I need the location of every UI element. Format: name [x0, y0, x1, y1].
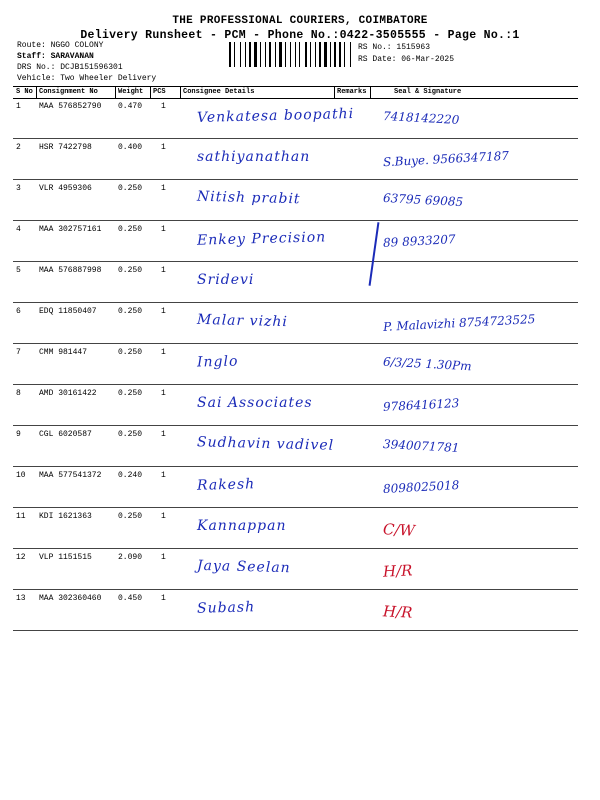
row-divider	[13, 425, 578, 426]
row-consignment-no: EDQ 11850407	[39, 307, 97, 316]
row-divider	[13, 179, 578, 180]
row-weight: 0.250	[118, 225, 143, 234]
row-pcs: 1	[161, 430, 166, 439]
row-sno: 3	[16, 184, 21, 193]
runsheet-subtitle: Delivery Runsheet - PCM - Phone No.:0422-3505555 - Page No.:1	[80, 29, 520, 42]
barcode-image	[229, 42, 352, 67]
row-sno: 11	[16, 512, 26, 521]
row-weight: 0.400	[118, 143, 143, 152]
row-consignee-handwritten: sathiyanathan	[197, 149, 311, 165]
row-divider	[13, 507, 578, 508]
row-weight: 0.250	[118, 307, 143, 316]
row-pcs: 1	[161, 471, 166, 480]
company-title: THE PROFESSIONAL COURIERS, COIMBATORE	[172, 15, 428, 27]
row-sno: 10	[16, 471, 26, 480]
col-header-pcs: PCS	[153, 88, 166, 96]
row-sno: 7	[16, 348, 21, 357]
row-seal-signature: S.Buye. 9566347187	[382, 148, 510, 170]
row-sno: 9	[16, 430, 21, 439]
row-consignee-handwritten: Jaya Seelan	[196, 557, 291, 577]
row-pcs: 1	[161, 512, 166, 521]
row-sno: 12	[16, 553, 26, 562]
row-consignment-no: CMM 981447	[39, 348, 88, 357]
row-seal-signature: 7418142220	[382, 109, 460, 127]
row-pcs: 1	[161, 553, 166, 562]
col-header-remarks: Remarks	[337, 88, 367, 96]
row-seal-signature: 9786416123	[382, 396, 460, 414]
row-consignment-no: HSR 7422798	[39, 143, 92, 152]
row-weight: 0.250	[118, 266, 143, 275]
row-consignment-no: KDI 1621363	[39, 512, 92, 521]
row-consignee-handwritten: Sai Associates	[197, 395, 313, 411]
row-divider	[13, 220, 578, 221]
row-seal-signature: 63795 69085	[382, 190, 464, 210]
row-weight: 0.250	[118, 430, 143, 439]
col-header-weight: Weight	[118, 88, 144, 96]
row-pcs: 1	[161, 389, 166, 398]
row-consignment-no: MAA 302360460	[39, 594, 102, 603]
row-pcs: 1	[161, 266, 166, 275]
row-sno: 1	[16, 102, 21, 111]
row-weight: 0.250	[118, 389, 143, 398]
row-consignment-no: MAA 302757161	[39, 225, 102, 234]
row-divider	[13, 343, 578, 344]
row-sno: 2	[16, 143, 21, 152]
row-pcs: 1	[161, 184, 166, 193]
row-consignee-handwritten: Enkey Precision	[196, 229, 327, 249]
pen-stroke	[369, 222, 380, 286]
row-consignee-handwritten: Nitish prabit	[196, 188, 301, 208]
row-weight: 2.090	[118, 553, 143, 562]
row-weight: 0.250	[118, 184, 143, 193]
row-seal-signature: 6/3/25 1.30Pm	[382, 354, 472, 374]
row-consignment-no: MAA 577541372	[39, 471, 102, 480]
row-pcs: 1	[161, 307, 166, 316]
row-pcs: 1	[161, 348, 166, 357]
col-header-seal: Seal & Signature	[394, 88, 462, 96]
row-divider	[13, 589, 578, 590]
row-sno: 4	[16, 225, 21, 234]
row-sno: 13	[16, 594, 26, 603]
col-header-consignment: Consignment No	[39, 88, 98, 96]
rs-date: RS Date: 06-Mar-2025	[358, 55, 455, 64]
col-header-consignee: Consignee Details	[183, 88, 255, 96]
row-weight: 0.250	[118, 512, 143, 521]
row-seal-signature: P. Malavizhi 8754723525	[382, 312, 536, 334]
row-seal-signature: H/R	[382, 602, 413, 622]
row-sno: 6	[16, 307, 21, 316]
rs-number: RS No.: 1515963	[358, 43, 431, 52]
row-consignment-no: VLP 1151515	[39, 553, 92, 562]
row-seal-signature: 89 8933207	[382, 232, 456, 250]
row-consignee-handwritten: Sridevi	[197, 272, 255, 288]
row-consignment-no: CGL 6020587	[39, 430, 92, 439]
row-weight: 0.450	[118, 594, 143, 603]
col-header-sno: S No	[16, 88, 33, 96]
row-consignee-handwritten: Malar vizhi	[196, 311, 289, 331]
row-divider	[13, 630, 578, 631]
row-seal-signature: 8098025018	[382, 478, 460, 496]
row-consignee-handwritten: Inglo	[196, 353, 239, 371]
row-pcs: 1	[161, 225, 166, 234]
row-consignment-no: MAA 576887998	[39, 266, 102, 275]
row-consignment-no: AMD 30161422	[39, 389, 97, 398]
row-weight: 0.470	[118, 102, 143, 111]
staff-info: Staff: SARAVANAN	[17, 52, 94, 61]
drs-info: DRS No.: DCJB151596301	[17, 63, 123, 72]
row-consignee-handwritten: Rakesh	[196, 476, 256, 494]
row-consignment-no: VLR 4959306	[39, 184, 92, 193]
row-divider	[13, 302, 578, 303]
route-info: Route: NGGO COLONY	[17, 41, 104, 50]
vehicle-info: Vehicle: Two Wheeler Delivery	[17, 74, 157, 83]
row-pcs: 1	[161, 594, 166, 603]
row-divider	[13, 384, 578, 385]
row-consignee-handwritten: Venkatesa boopathi	[196, 105, 355, 127]
row-sno: 8	[16, 389, 21, 398]
row-divider	[13, 466, 578, 467]
row-pcs: 1	[161, 102, 166, 111]
row-consignee-handwritten: Kannappan	[197, 518, 287, 534]
row-consignee-handwritten: Sudhavin vadivel	[196, 434, 335, 454]
row-divider	[13, 138, 578, 139]
row-sno: 5	[16, 266, 21, 275]
row-seal-signature: 3940071781	[382, 437, 460, 455]
row-seal-signature: C/W	[382, 520, 416, 540]
row-weight: 0.240	[118, 471, 143, 480]
row-pcs: 1	[161, 143, 166, 152]
row-divider	[13, 261, 578, 262]
row-weight: 0.250	[118, 348, 143, 357]
row-consignment-no: MAA 576852790	[39, 102, 102, 111]
row-seal-signature: H/R	[382, 561, 413, 581]
row-divider	[13, 548, 578, 549]
row-consignee-handwritten: Subash	[196, 599, 256, 617]
